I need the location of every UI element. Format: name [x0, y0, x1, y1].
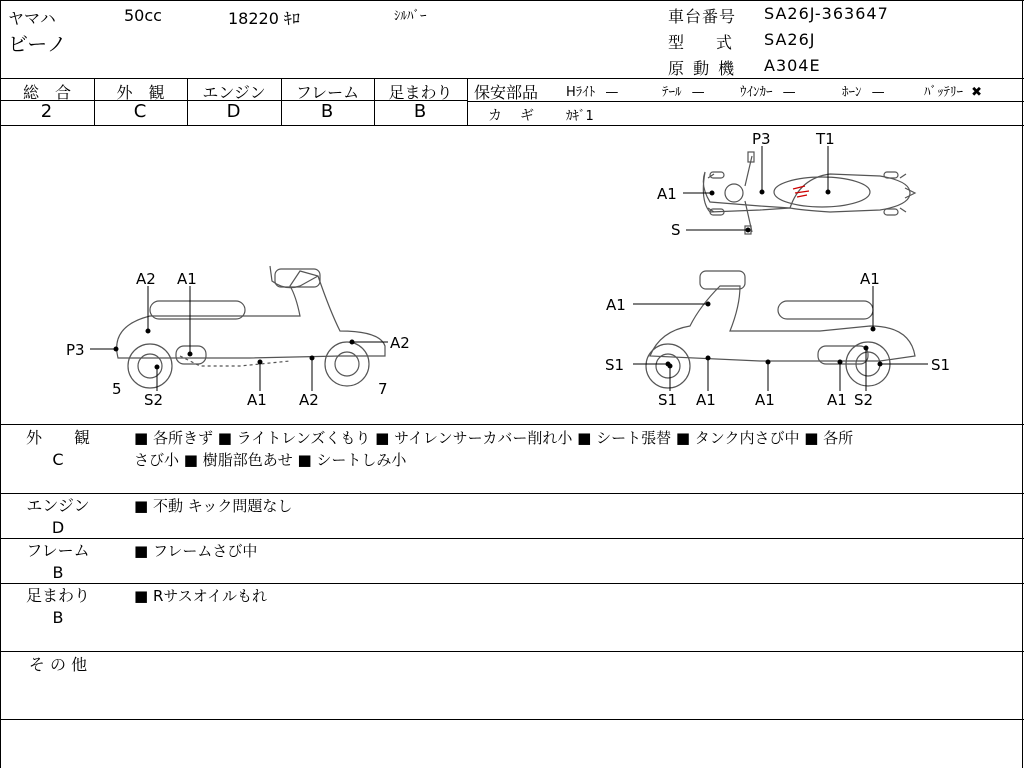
diag-label-left-7: 7: [378, 380, 388, 398]
type-label: 型 式: [668, 33, 733, 52]
maker: ヤマハ: [8, 9, 56, 28]
diag-label-left-a2: A2: [136, 270, 156, 288]
safety-item-horn: [842, 81, 885, 100]
notes-line: ■ 不動 キック問題なし: [134, 497, 293, 515]
rule-notes-2: [0, 538, 1024, 539]
safety-item-tail: [662, 81, 705, 100]
notes-grade: B: [52, 608, 64, 627]
diag-label-right-s1-b: S1: [931, 356, 951, 374]
safety-item-mark: ✖: [971, 85, 983, 100]
grade-label-suspension: 足まわり: [388, 83, 453, 102]
safety-item-mark: —: [871, 85, 885, 100]
color-value: ｼﾙﾊﾞｰ: [394, 9, 427, 24]
diag-label-right-s1-c: S1: [658, 391, 678, 409]
grade-value-overall: 2: [40, 101, 54, 122]
notes-grade: D: [51, 518, 65, 537]
grade-value-engine: D: [226, 101, 242, 122]
grade-label-frame: フレーム: [295, 83, 360, 102]
diag-label-left-5: 5: [112, 380, 122, 398]
safety-item-winker: [740, 81, 796, 100]
rule-grade-top: [0, 78, 1024, 79]
notes-grade: C: [52, 450, 64, 469]
model-name: ビーノ: [8, 32, 67, 56]
diag-label-left-p3: P3: [66, 341, 85, 359]
notes-line: さび小 ■ 樹脂部色あせ ■ シートしみ小: [134, 451, 407, 469]
grade-value-frame: B: [320, 101, 335, 122]
notes-category: 外 観: [25, 428, 90, 447]
notes-line: ■ 各所きず ■ ライトレンズくもり ■ サイレンサーカバー削れ小 ■ シート張替 ■ タンク内さび中 ■ 各所: [134, 429, 854, 447]
diag-label-left-a2-b: A2: [390, 334, 410, 352]
rule-safety-mid: [468, 101, 1024, 102]
safety-item-mark: —: [605, 85, 619, 100]
key-label: カ ギ: [488, 108, 536, 124]
safety-item-name: ﾃｰﾙ: [662, 85, 682, 100]
rule-notes-1: [0, 493, 1024, 494]
safety-item-name: Hﾗｲﾄ: [566, 85, 596, 100]
diag-label-left-a2-c: A2: [299, 391, 319, 409]
rule-notes-5: [0, 719, 1024, 720]
engine-value: A304E: [764, 56, 821, 75]
key-value: ｶｷﾞ1: [566, 109, 594, 124]
notes-frame-text: [134, 540, 1018, 562]
notes-category: そ の 他: [28, 655, 88, 674]
frame-no-label: 車台番号: [668, 7, 737, 26]
grade-label-overall: 総 合: [22, 83, 71, 102]
notes-exterior-text: [134, 427, 1018, 471]
rule-notes-3: [0, 583, 1024, 584]
safety-label: 保安部品: [474, 83, 539, 102]
type-value: SA26J: [764, 30, 816, 49]
diag-label-right-s1: S1: [605, 356, 625, 374]
safety-item-mark: —: [782, 85, 796, 100]
safety-item-mark: —: [691, 85, 705, 100]
damage-diagram: [0, 126, 1024, 424]
notes-other-label: [8, 654, 108, 676]
safety-item-headlight: [566, 81, 618, 100]
notes-grade: B: [52, 563, 64, 582]
safety-item-name: ｳｲﾝｶｰ: [740, 85, 773, 100]
diag-label-top-t1: T1: [816, 130, 835, 148]
diag-label-right-a1-d: A1: [755, 391, 775, 409]
safety-item-name: ﾎｰﾝ: [842, 85, 862, 100]
notes-category: エンジン: [26, 496, 90, 515]
diag-label-right-a1: A1: [606, 296, 626, 314]
notes-suspension-text: [134, 585, 1018, 607]
notes-engine-label: [8, 495, 108, 539]
frame-top: [0, 0, 1024, 1]
diag-label-right-a1-e: A1: [827, 391, 847, 409]
frame-no-value: SA26J-363647: [764, 4, 889, 23]
grade-label-exterior: 外 観: [116, 83, 165, 102]
notes-line: ■ Rサスオイルもれ: [134, 587, 268, 605]
diag-label-left-a1-b: A1: [247, 391, 267, 409]
safety-item-battery: [924, 81, 982, 100]
notes-exterior-label: [8, 427, 108, 471]
safety-item-name: ﾊﾞｯﾃﾘｰ: [924, 85, 963, 100]
diag-label-right-a1-c: A1: [696, 391, 716, 409]
rule-diagram-bottom: [0, 424, 1024, 425]
grade-label-engine: エンジン: [202, 83, 266, 102]
diag-label-top-s: S: [671, 221, 681, 239]
engine-label: 原 動 機: [668, 59, 737, 78]
notes-suspension-label: [8, 585, 108, 629]
diag-label-left-a1: A1: [177, 270, 197, 288]
grade-value-exterior: C: [133, 101, 148, 122]
mileage: 18220 ｷﾛ: [228, 9, 300, 28]
notes-frame-label: [8, 540, 108, 584]
displacement: 50cc: [124, 6, 162, 25]
grade-value-suspension: B: [413, 101, 428, 122]
diag-label-left-s2: S2: [144, 391, 164, 409]
notes-category: フレーム: [26, 541, 90, 560]
notes-engine-text: [134, 495, 1018, 517]
diag-label-right-s2: S2: [854, 391, 874, 409]
diag-label-right-a1-b: A1: [860, 270, 880, 288]
rule-notes-4: [0, 651, 1024, 652]
diag-label-top-p3: P3: [752, 130, 771, 148]
diag-label-top-a1: A1: [657, 185, 677, 203]
scooter-top-view: [703, 152, 915, 234]
notes-category: 足まわり: [25, 586, 90, 605]
notes-line: ■ フレームさび中: [134, 542, 258, 560]
